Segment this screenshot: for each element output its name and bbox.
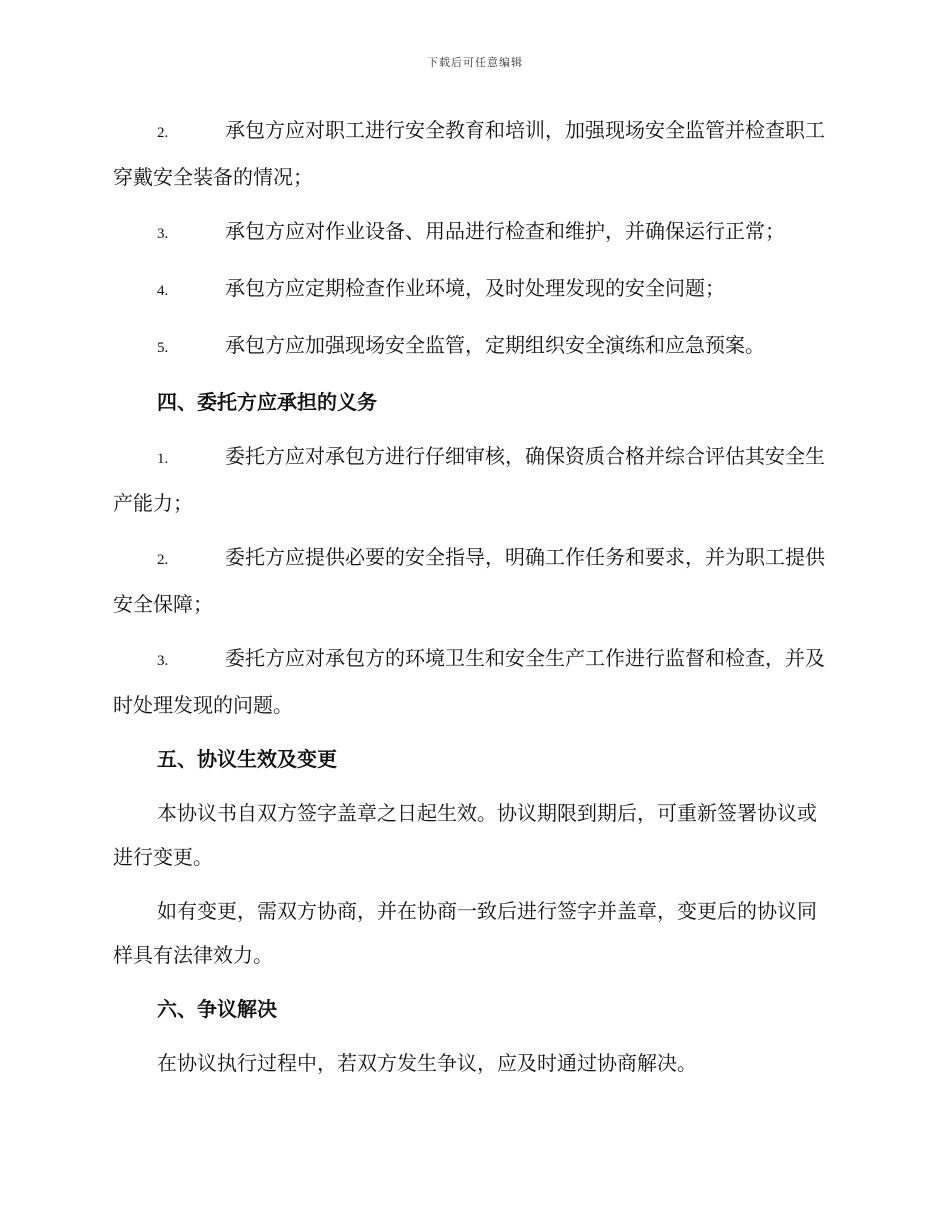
- item-number: 5.: [157, 340, 169, 356]
- section-heading-dispute: 六、争议解决: [157, 997, 277, 1021]
- list-item: [113, 434, 833, 525]
- item-number: 2.: [157, 552, 169, 568]
- item-number: 3.: [157, 653, 169, 669]
- section-heading-effect-change: 五、协议生效及变更: [157, 747, 337, 771]
- item-number: 3.: [157, 226, 169, 242]
- list-item: [113, 209, 833, 256]
- list-item: [113, 266, 833, 313]
- item-text: 委托方应对承包方进行仔细审核，确保资质合格并综合评估其安全生产能力；: [113, 444, 825, 515]
- header-note: 下载后可任意编辑: [427, 56, 523, 69]
- item-number: 1.: [157, 451, 169, 467]
- section-heading-obligations-client: 四、委托方应承担的义务: [157, 390, 377, 414]
- list-item: [113, 108, 833, 199]
- item-number: 4.: [157, 283, 169, 299]
- item-text: 委托方应对承包方的环境卫生和安全生产工作进行监督和检查，并及时处理发现的问题。: [113, 646, 825, 717]
- item-text: 委托方应提供必要的安全指导，明确工作任务和要求，并为职工提供安全保障；: [113, 545, 825, 616]
- list-item: [113, 636, 833, 727]
- item-text: 承包方应对职工进行安全教育和培训，加强现场安全监管并检查职工穿戴安全装备的情况；: [113, 118, 825, 189]
- paragraph: 在协议执行过程中，若双方发生争议，应及时通过协商解决。: [157, 1051, 697, 1075]
- item-number: 2.: [157, 125, 169, 141]
- item-text: 承包方应对作业设备、用品进行检查和维护，并确保运行正常；: [225, 219, 785, 243]
- paragraph: 如有变更，需双方协商，并在协商一致后进行签字并盖章，变更后的协议同样具有法律效力。: [113, 899, 817, 967]
- document-body: [113, 108, 833, 1095]
- item-text: 承包方应定期检查作业环境，及时处理发现的安全问题；: [225, 276, 725, 300]
- list-item: [113, 535, 833, 626]
- item-text: 承包方应加强现场安全监管，定期组织安全演练和应急预案。: [225, 333, 765, 357]
- list-item: [113, 323, 833, 370]
- paragraph: 本协议书自双方签字盖章之日起生效。协议期限到期后，可重新签署协议或进行变更。: [113, 801, 817, 869]
